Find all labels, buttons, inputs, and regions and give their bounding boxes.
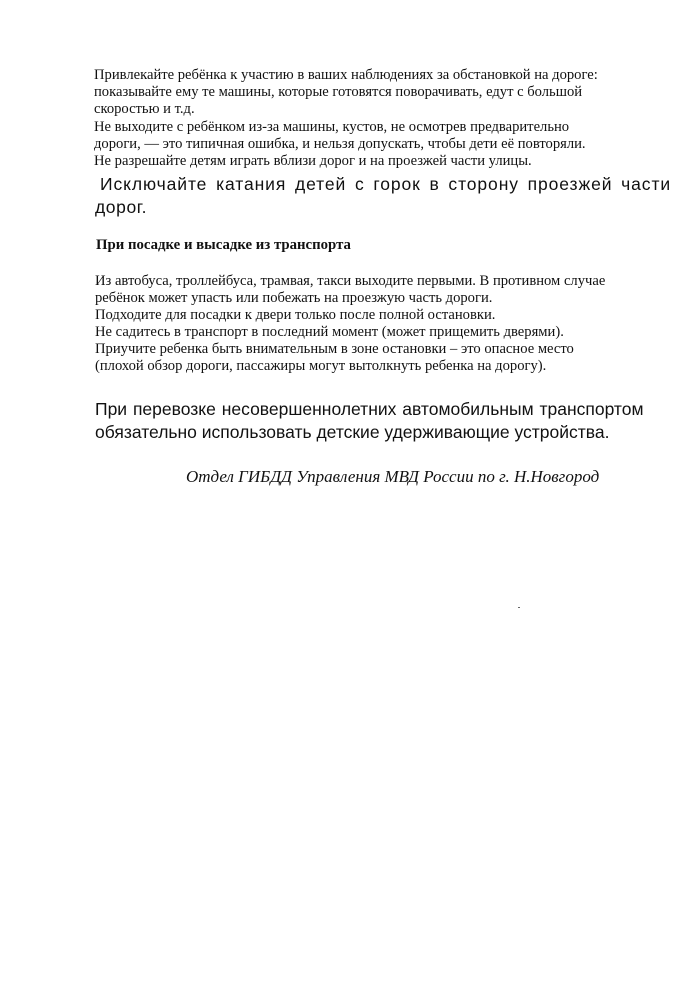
paragraph1-line: скоростью и т.д. [94, 101, 195, 117]
paragraph2-line: Исключайте катания детей с горок в сторону проезжей части [100, 174, 672, 194]
section-heading: При посадке и высадке из транспорта [96, 237, 351, 253]
scan-speck [518, 607, 520, 608]
paragraph1-line: Не разрешайте детям играть вблизи дорог и на проезжей части улицы. [94, 153, 532, 169]
paragraph3-line: При перевозке несовершеннолетних автомобильным транспортом [95, 399, 644, 419]
paragraph1-line: Привлекайте ребёнка к участию в ваших наблюдениях за обстановкой на дороге: [94, 67, 598, 83]
section-line: Из автобуса, троллейбуса, трамвая, такси выходите первыми. В противном случае [95, 273, 606, 289]
section-line: Приучите ребенка быть внимательным в зоне остановки – это опасное место [95, 341, 574, 357]
paragraph3-line: обязательно использовать детские удерживающие устройства. [95, 422, 610, 442]
section-line: ребёнок может упасть или побежать на проезжую часть дороги. [95, 290, 493, 306]
paragraph1-line: показывайте ему те машины, которые готовятся поворачивать, едут с большой [94, 84, 583, 100]
paragraph2-line: дорог. [95, 197, 148, 217]
signature: Отдел ГИБДД Управления МВД России по г. Н.Новгород [186, 467, 600, 486]
paragraph1-line: дороги, — это типичная ошибка, и нельзя допускать, чтобы дети её повторяли. [94, 136, 586, 152]
section-line: Подходите для посадки к двери только после полной остановки. [95, 307, 496, 323]
section-line: Не садитесь в транспорт в последний момент (может прищемить дверями). [95, 324, 564, 340]
section-line: (плохой обзор дороги, пассажиры могут вытолкнуть ребенка на дорогу). [95, 358, 547, 374]
paragraph1-line: Не выходите с ребёнком из-за машины, кустов, не осмотрев предварительно [94, 119, 570, 135]
